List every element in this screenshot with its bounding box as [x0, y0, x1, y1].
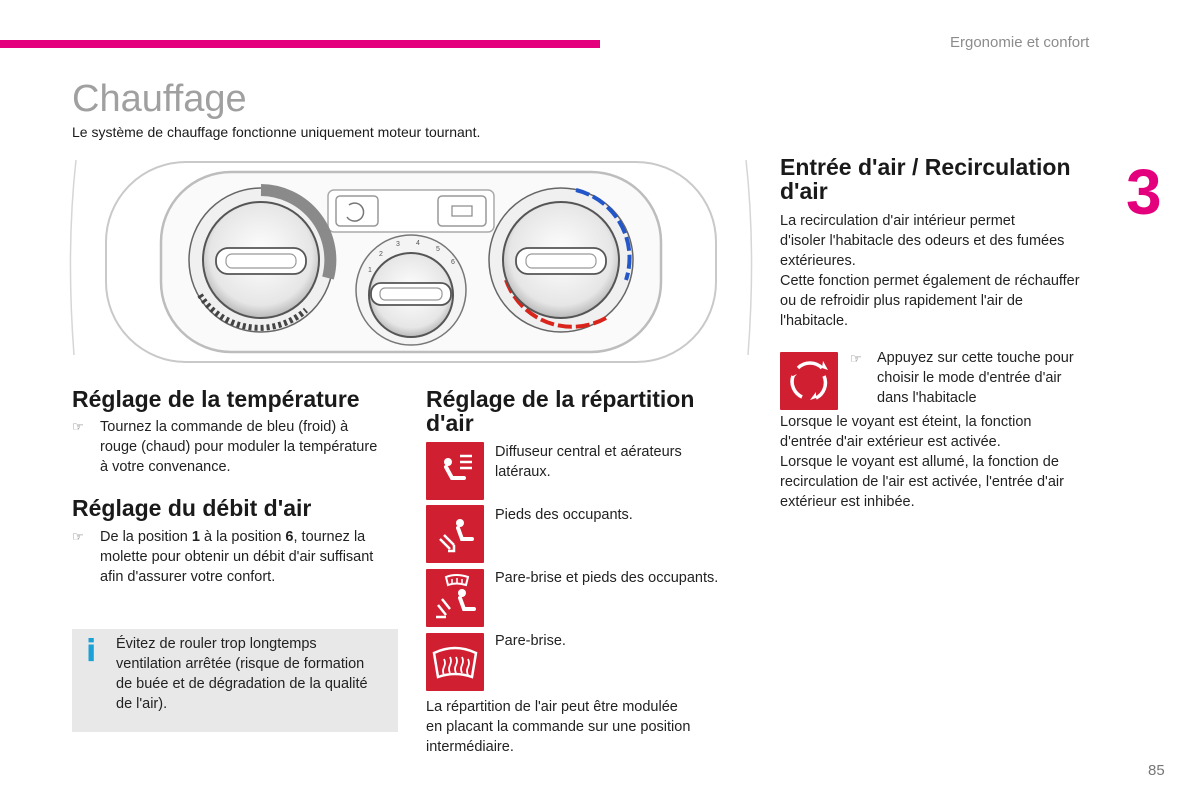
- temperature-knob: [489, 188, 633, 332]
- distribution-note: La répartition de l'air peut être modulée en placant la commande sur une position intermédiaire.: [426, 699, 691, 755]
- feet-icon: [426, 505, 484, 563]
- recirculation-text: La recirculation d'air intérieur permet d'isoler l'habitacle des odeurs et des fumées extérieures. Cette fonction permet également de réchauffer ou de refroidir plus rapidement l'air de l'habitacle.: [780, 213, 1080, 329]
- top-accent-bar: [0, 40, 600, 48]
- temperature-heading: Réglage de la température: [72, 386, 360, 412]
- recirculation-press-text: Appuyez sur cette touche pour choisir le mode d'entrée d'air dans l'habitacle: [877, 350, 1074, 406]
- info-icon: i: [86, 634, 97, 669]
- heating-control-panel-illustration: [66, 150, 756, 375]
- fan-position-2: 2: [379, 251, 383, 258]
- fan-position-4: 4: [416, 240, 420, 247]
- fan-position-3: 3: [396, 241, 400, 248]
- distribution-heading: Réglage de la répartition d'air: [426, 386, 695, 436]
- intro-text: Le système de chauffage fonctionne uniquement moteur tournant.: [72, 124, 481, 140]
- info-text: Évitez de rouler trop longtemps ventilation arrêtée (risque de formation de buée et de dégradation de la qualité de l'air).: [116, 636, 368, 712]
- fan-position-5: 5: [436, 246, 440, 253]
- fan-position-6: 6: [451, 259, 455, 266]
- windscreen-label: Pare-brise.: [495, 633, 566, 649]
- face-vents-icon: [426, 442, 484, 500]
- windscreen-feet-icon: [426, 569, 484, 627]
- bullet-marker: ☞: [72, 419, 84, 434]
- section-label: Ergonomie et confort: [950, 34, 1090, 51]
- distribution-knob: [356, 235, 466, 345]
- airflow-heading: Réglage du débit d'air: [72, 495, 312, 521]
- fan-position-1: 1: [368, 267, 372, 274]
- recirculation-icon: [780, 352, 838, 410]
- bullet-marker: ☞: [72, 529, 84, 544]
- rear-defrost-button: [438, 196, 486, 226]
- fan-speed-knob: [189, 188, 333, 332]
- recirculation-heading: Entrée d'air / Recirculation d'air: [780, 154, 1071, 204]
- windscreen-icon: [426, 633, 484, 691]
- recirculation-status-text: Lorsque le voyant est éteint, la fonction d'entrée d'air extérieur est activée. Lorsque le voyant est allumé, la fonction de recirculation de l'air est activée, l'entrée d'air extérieur est inhibée.: [780, 414, 1064, 510]
- feet-label: Pieds des occupants.: [495, 507, 633, 523]
- temperature-text: Tournez la commande de bleu (froid) à rouge (chaud) pour moduler la température à votre convenance.: [100, 419, 378, 475]
- bullet-marker: ☞: [850, 351, 862, 366]
- windscreen-feet-label: Pare-brise et pieds des occupants.: [495, 570, 719, 586]
- chapter-number: 3: [1126, 156, 1162, 228]
- page-number: 85: [1148, 762, 1165, 779]
- page-title: Chauffage: [72, 78, 247, 120]
- airflow-text: De la position 1 à la position 6, tournez la molette pour obtenir un débit d'air suffisant afin d'assurer votre confort.: [100, 529, 374, 585]
- face-vents-label: Diffuseur central et aérateurs latéraux.: [495, 444, 682, 480]
